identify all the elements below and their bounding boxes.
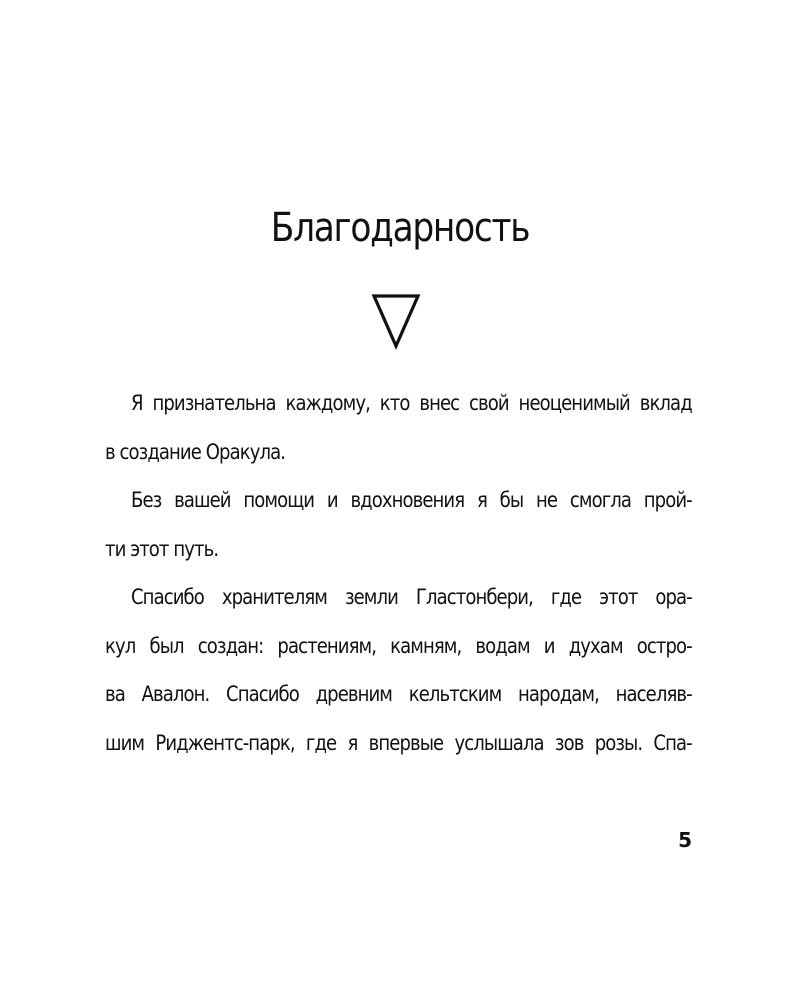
paragraph-1-line-2: в создание Оракула.	[105, 439, 286, 465]
paragraph-3-line-4: шим Риджентс-парк, где я впервые услышала зов розы. Спа-	[105, 730, 692, 756]
acknowledgement-text	[105, 380, 692, 768]
down-triangle-icon	[370, 290, 422, 352]
paragraph-2-line-2: ти этот путь.	[105, 536, 219, 562]
paragraph-3-line-3: ва Авалон. Спасибо древним кельтским народам, населяв-	[105, 682, 692, 707]
paragraph-2-line-1: Без вашей помощи и вдохновения я бы не смогла прой-	[131, 488, 692, 513]
page-title: Благодарность	[270, 205, 530, 251]
paragraph-3-line-2: кул был создан: растениям, камням, водам и духам остро-	[105, 633, 692, 659]
paragraph-3-line-1: Спасибо хранителям земли Гластонбери, где этот ора-	[131, 585, 692, 610]
paragraph-1-line-1: Я признательна каждому, кто внес свой неоценимый вклад	[131, 391, 692, 416]
page-number: 5	[678, 828, 692, 852]
